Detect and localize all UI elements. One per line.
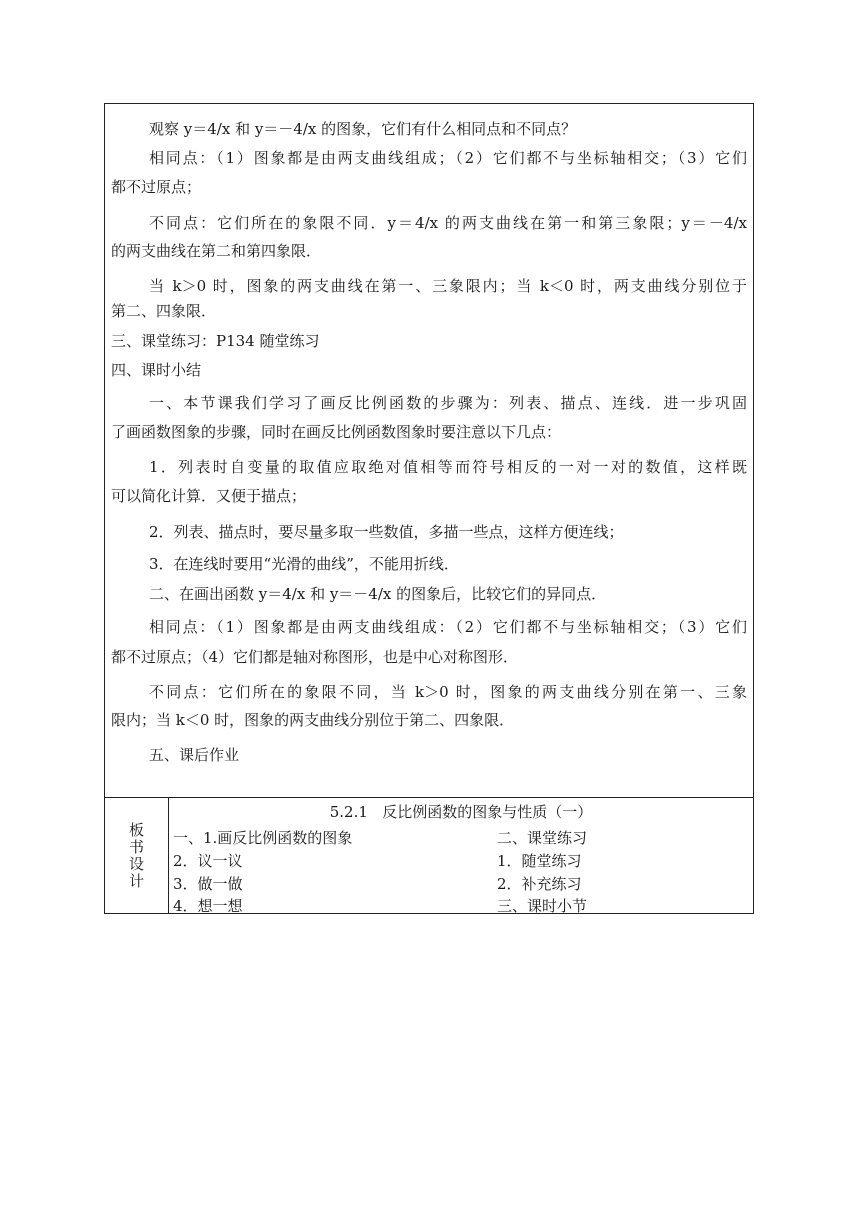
content-line: 二、在画出函数 y＝4/x 和 y＝－4/x 的图象后，比较它们的异同点． bbox=[149, 585, 607, 603]
board-label-char: 板 bbox=[128, 821, 144, 839]
board-left-item: 4．想一想 bbox=[173, 897, 243, 915]
board-label-char: 书 bbox=[128, 838, 144, 856]
content-line: 不同点：它们所在的象限不同．y＝4/x 的两支曲线在第一和第三象限；y＝－4/x bbox=[149, 214, 747, 232]
lesson-content-cell bbox=[105, 104, 753, 798]
board-left-item: 2．议一议 bbox=[173, 852, 243, 870]
content-line: 第二、四象限． bbox=[111, 302, 217, 320]
board-title: 5.2.1 反比例函数的图象与性质（一） bbox=[329, 803, 593, 821]
content-line: 了画函数图象的步骤，同时在画反比例函数图象时要注意以下几点： bbox=[111, 423, 562, 441]
board-left-item: 一、1.画反比例函数的图象 bbox=[173, 829, 353, 847]
content-line: 1．列表时自变量的取值应取绝对值相等而符号相反的一对一对的数值，这样既 bbox=[149, 458, 747, 476]
content-line: 当 k＞0 时，图象的两支曲线在第一、三象限内；当 k＜0 时，两支曲线分别位于 bbox=[149, 277, 747, 295]
content-line: 一、本节课我们学习了画反比例函数的步骤为：列表、描点、连线．进一步巩固 bbox=[149, 394, 747, 412]
board-right-item: 1．随堂练习 bbox=[497, 852, 582, 870]
board-right-item: 2．补充练习 bbox=[497, 875, 582, 893]
content-line: 都不过原点；（4）它们都是轴对称图形，也是中心对称图形． bbox=[111, 648, 519, 666]
lesson-table bbox=[104, 103, 754, 914]
content-line: 相同点：（1）图象都是由两支曲线组成；（2）它们都不与坐标轴相交；（3）它们 bbox=[149, 149, 747, 167]
content-line: 三、课堂练习：P134 随堂练习 bbox=[111, 332, 320, 350]
content-line: 不同点：它们所在的象限不同，当 k＞0 时，图象的两支曲线分别在第一、三象 bbox=[149, 683, 747, 701]
board-label-char: 设 bbox=[128, 855, 144, 873]
content-line: 五、课后作业 bbox=[149, 746, 240, 764]
content-line: 可以简化计算．又便于描点； bbox=[111, 487, 307, 505]
board-design-label bbox=[105, 798, 169, 913]
board-label-char: 计 bbox=[128, 872, 144, 890]
content-line: 观察 y＝4/x 和 y＝－4/x 的图象，它们有什么相同点和不同点？ bbox=[149, 120, 577, 138]
board-right-item: 三、课时小节 bbox=[497, 897, 588, 915]
content-line: 都不过原点； bbox=[111, 178, 202, 196]
content-line: 2．列表、描点时，要尽量多取一些数值，多描一些点，这样方便连线； bbox=[149, 523, 624, 541]
content-line: 限内；当 k＜0 时，图象的两支曲线分别位于第二、四象限． bbox=[111, 711, 515, 729]
content-line: 的两支曲线在第二和第四象限． bbox=[111, 242, 322, 260]
board-right-item: 二、课堂练习 bbox=[497, 829, 588, 847]
content-line: 相同点：（1）图象都是由两支曲线组成：（2）它们都不与坐标轴相交；（3）它们 bbox=[149, 618, 747, 636]
board-left-item: 3．做一做 bbox=[173, 875, 243, 893]
content-line: 四、课时小结 bbox=[111, 361, 202, 379]
content-line: 3．在连线时要用“光滑的曲线”，不能用折线． bbox=[149, 555, 459, 573]
